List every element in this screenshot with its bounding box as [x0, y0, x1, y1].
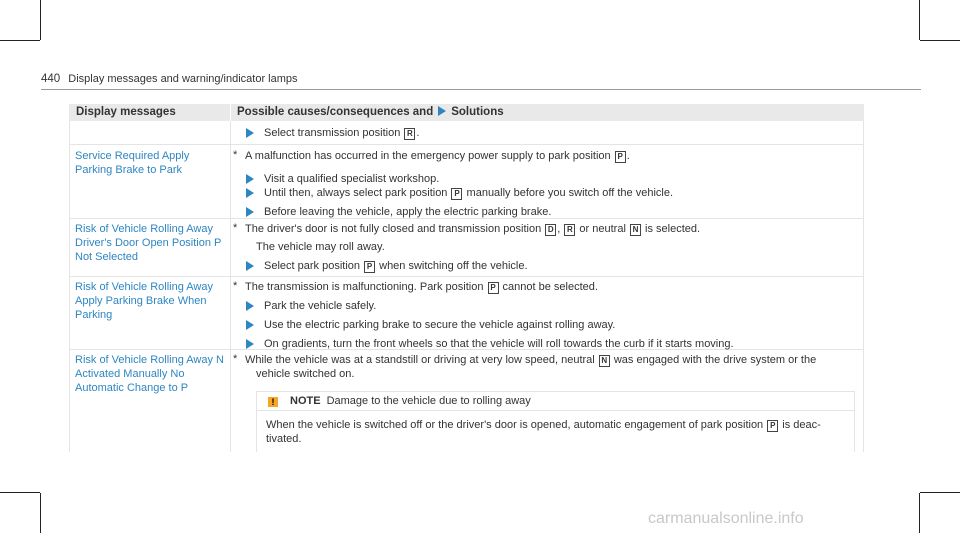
text-segment: When the vehicle is switched off or the driver's door is opened, automatic engagement of park position	[266, 419, 767, 431]
display-message: Risk of Vehicle Rolling Away Apply Parking Brake When Parking	[75, 281, 213, 321]
text-segment: Use the electric parking brake to secure the vehicle against rolling away.	[264, 319, 616, 331]
solution-step	[264, 337, 734, 351]
text-segment: .	[626, 150, 630, 162]
column-header-messages: Display messages	[76, 106, 176, 118]
text-segment: While the vehicle was at a standstill or driving at very low speed, neutral	[245, 354, 598, 366]
note-title: NOTE Damage to the vehicle due to rolling away	[290, 395, 531, 407]
solutions-arrow-icon	[438, 106, 446, 116]
gear-p-icon: P	[767, 420, 778, 432]
gear-n-icon: N	[630, 224, 641, 236]
display-message: Risk of Vehicle Rolling Away Driver's Door Open Position P Not Selected	[75, 223, 222, 263]
gear-p-icon: P	[364, 261, 375, 273]
cause-text	[245, 149, 630, 163]
column-header-causes: Possible causes/consequences and Solutions	[237, 106, 504, 118]
note-box	[256, 391, 855, 452]
step-arrow-icon	[246, 188, 254, 198]
gear-d-icon: D	[545, 224, 556, 236]
asterisk-marker: *	[233, 280, 238, 292]
solution-step	[264, 318, 615, 332]
row-divider	[69, 276, 864, 277]
asterisk-marker: *	[233, 353, 238, 365]
step-arrow-icon	[246, 128, 254, 138]
gear-p-icon: P	[488, 282, 499, 294]
text-segment: A malfunction has occurred in the emergency power supply to park position	[245, 150, 614, 162]
gear-n-icon: N	[599, 355, 610, 367]
page-title: Display messages and warning/indicator lamps	[68, 73, 298, 85]
solution-step	[264, 205, 551, 219]
step-arrow-icon	[246, 174, 254, 184]
text-segment: .	[416, 127, 420, 139]
cause-text	[245, 280, 598, 294]
gear-p-icon: P	[451, 188, 462, 200]
warning-icon: !	[268, 397, 278, 407]
page-number: 440	[41, 73, 61, 85]
text-segment: or neutral	[576, 223, 629, 235]
solution-step	[264, 299, 376, 313]
gear-r-icon: R	[404, 128, 415, 140]
column-divider	[230, 121, 231, 452]
watermark: carmanualsonline.info	[648, 510, 804, 527]
gear-r-icon: R	[564, 224, 575, 236]
step-arrow-icon	[246, 339, 254, 349]
text-segment: manually before you switch off the vehicle.	[463, 187, 674, 199]
text-segment: is selected.	[641, 223, 701, 235]
text-segment: On gradients, turn the front wheels so that the vehicle will roll towards the curb if it starts moving.	[264, 338, 734, 350]
page-header	[41, 73, 298, 85]
text-segment: when switching off the vehicle.	[376, 260, 528, 272]
note-label: NOTE	[290, 395, 321, 407]
solution-step	[264, 126, 419, 140]
text-segment: ,	[557, 223, 564, 235]
text-segment: is deac-	[779, 419, 821, 431]
cause-text	[256, 240, 385, 254]
step-arrow-icon	[246, 207, 254, 217]
text-segment: Visit a qualified specialist workshop.	[264, 173, 440, 185]
row-divider	[69, 144, 864, 145]
cause-text	[256, 367, 354, 381]
cause-text	[245, 353, 816, 367]
solution-step	[264, 172, 439, 186]
solution-step	[264, 259, 528, 273]
solution-step	[264, 186, 673, 200]
cause-text	[245, 222, 700, 236]
text-segment: The driver's door is not fully closed and transmission position	[245, 223, 545, 235]
header-rule	[41, 89, 921, 90]
text-segment: The vehicle may roll away.	[256, 241, 385, 253]
asterisk-marker: *	[233, 149, 238, 161]
display-message: Service Required Apply Parking Brake to Park	[75, 150, 190, 176]
display-message: Risk of Vehicle Rolling Away N Activated Manually No Automatic Change to P	[75, 354, 224, 394]
text-segment: was engaged with the drive system or the	[610, 354, 817, 366]
step-arrow-icon	[246, 261, 254, 271]
text-segment: vehicle switched on.	[256, 368, 355, 380]
step-arrow-icon	[246, 320, 254, 330]
step-arrow-icon	[246, 301, 254, 311]
text-segment: cannot be selected.	[499, 281, 598, 293]
gear-p-icon: P	[615, 151, 626, 163]
text-segment: Before leaving the vehicle, apply the electric parking brake.	[264, 206, 552, 218]
text-segment: Until then, always select park position	[264, 187, 451, 199]
table-header	[69, 104, 864, 121]
text-segment: Select transmission position	[264, 127, 404, 139]
messages-table	[69, 104, 864, 452]
note-body: When the vehicle is switched off or the driver's door is opened, automatic engagement of park position P is deac- tivated.	[266, 419, 821, 445]
text-segment: Park the vehicle safely.	[264, 300, 377, 312]
asterisk-marker: *	[233, 222, 238, 234]
text-segment: Select park position	[264, 260, 364, 272]
text-segment: The transmission is malfunctioning. Park position	[245, 281, 487, 293]
